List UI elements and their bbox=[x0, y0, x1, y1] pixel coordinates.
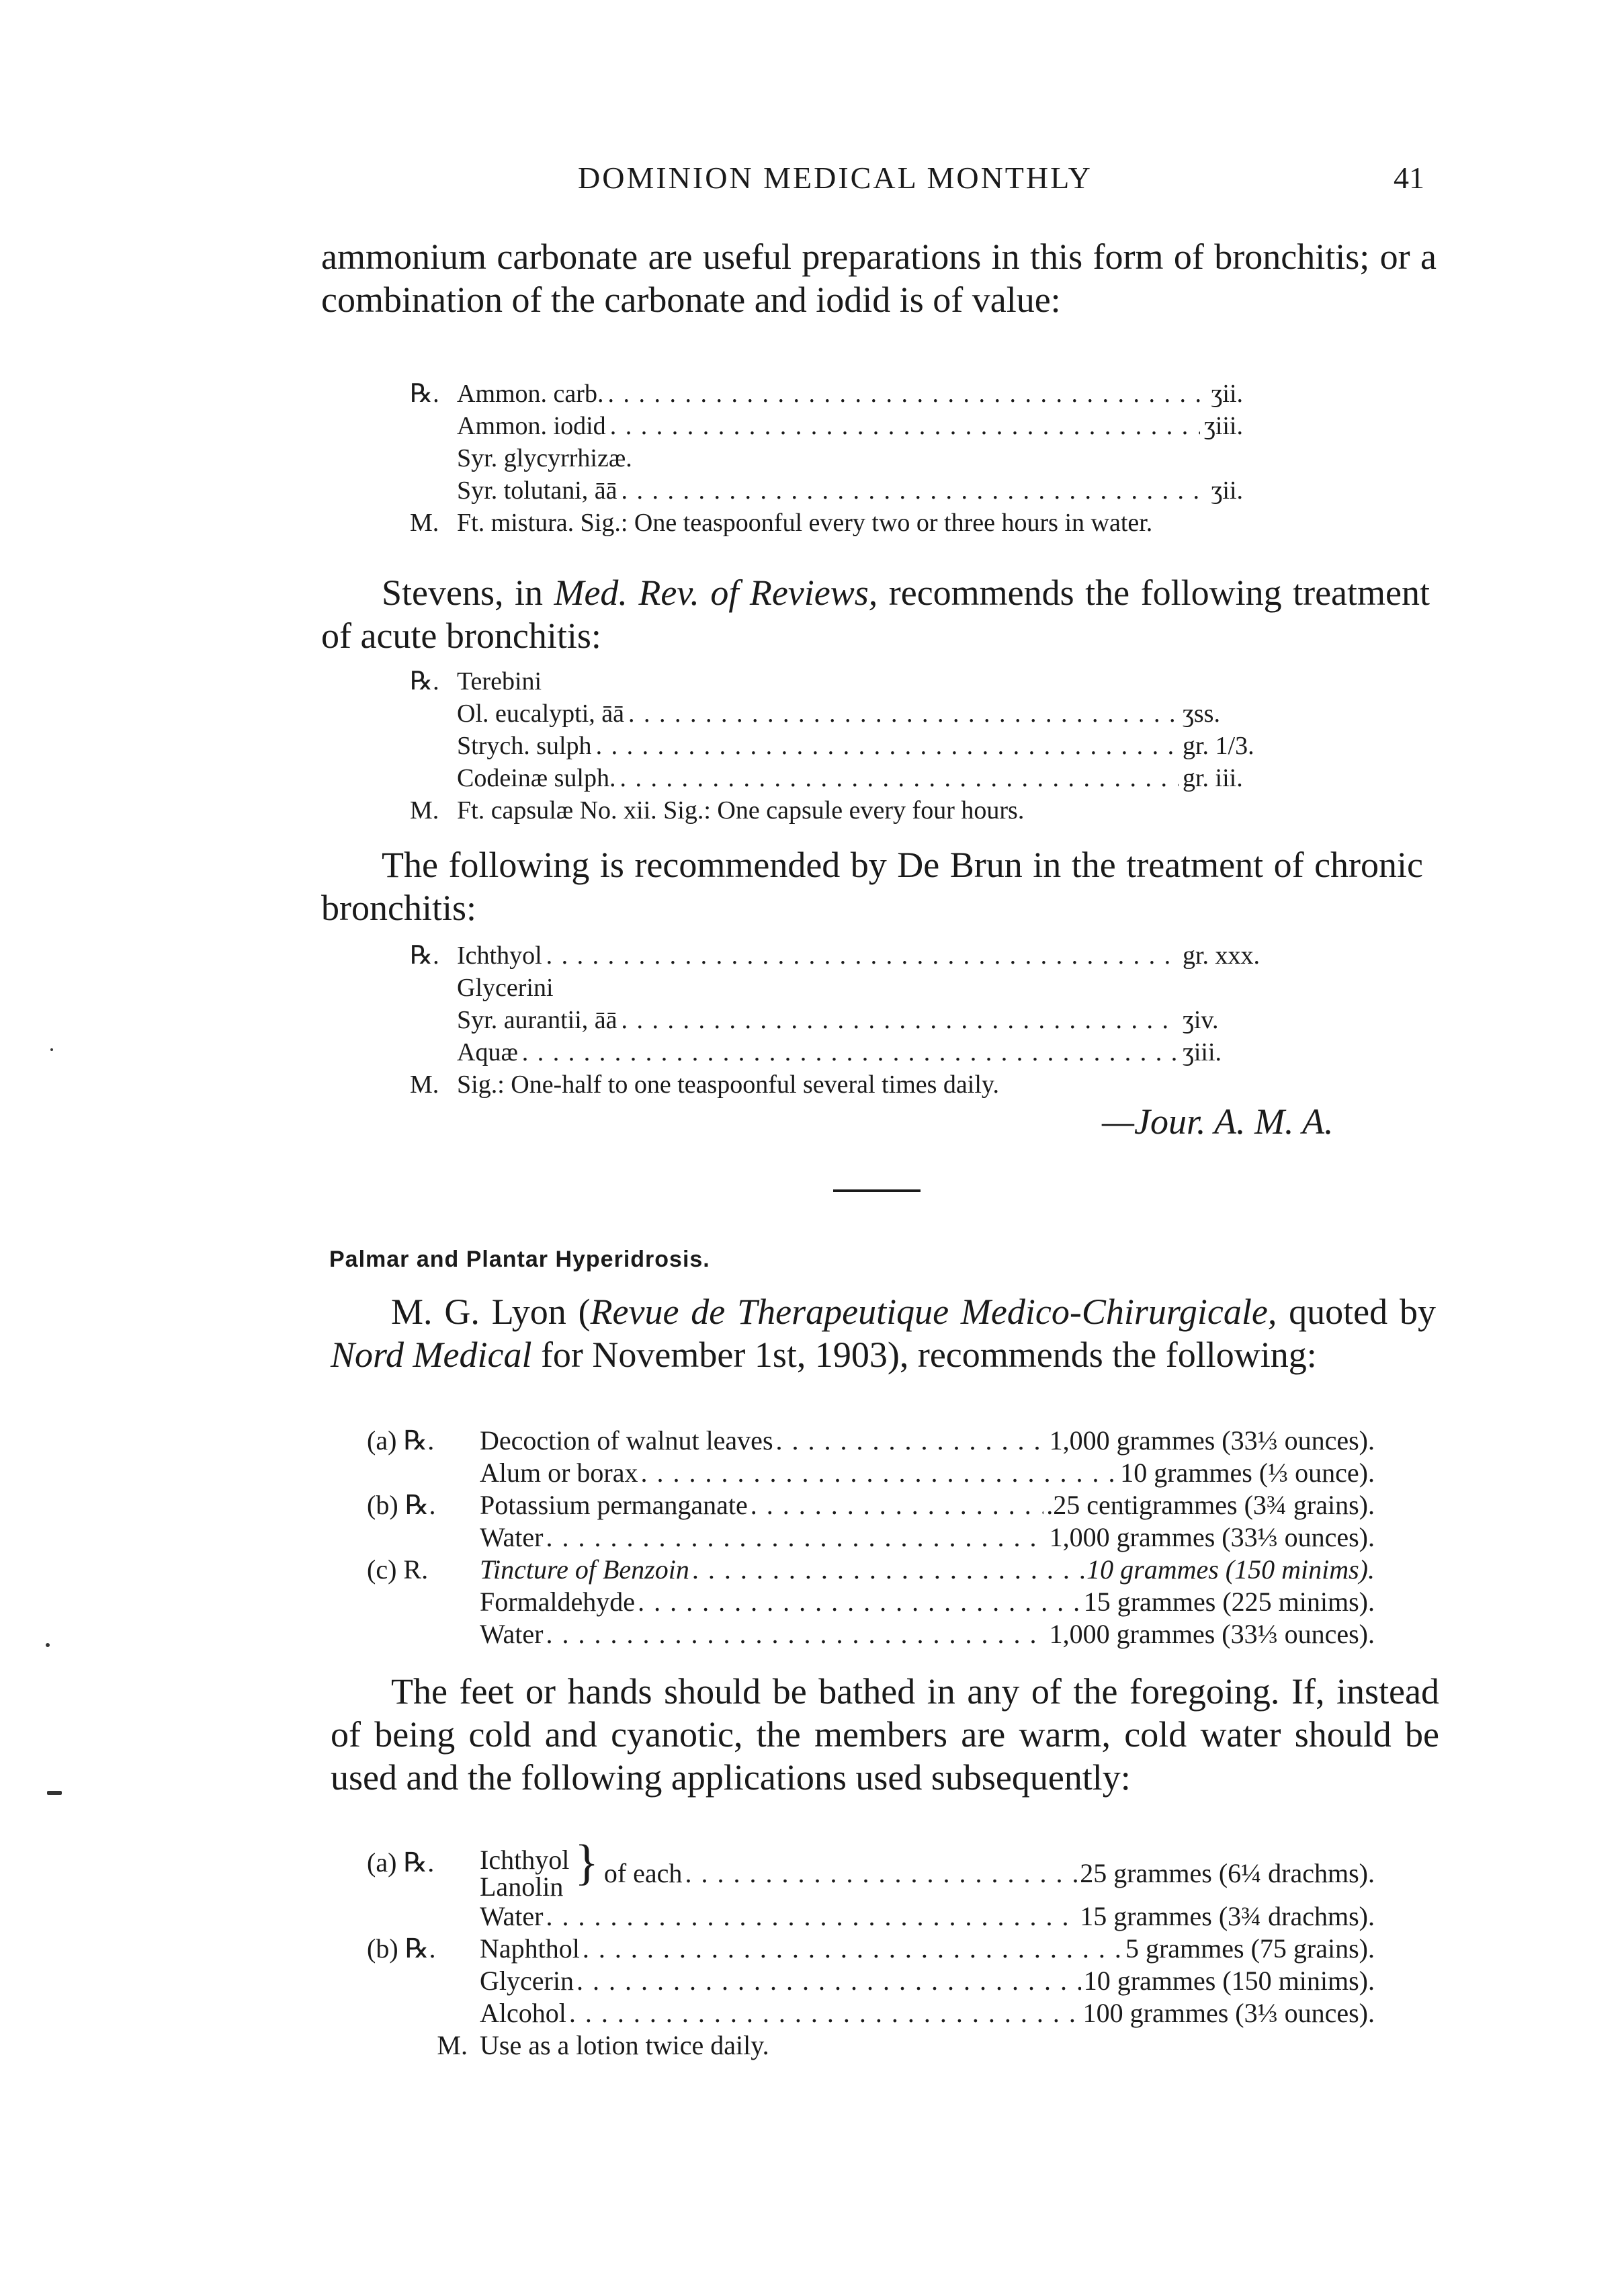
rx-line: Alcohol . . . 100 grammes (3⅓ ounces). bbox=[367, 1997, 1375, 2029]
prescription-5 bbox=[367, 1835, 1375, 2062]
prescription-1 bbox=[410, 378, 1404, 539]
rx-line: Water . . . 1,000 grammes (33⅓ ounces). bbox=[367, 1521, 1375, 1554]
brace: } bbox=[574, 1835, 599, 1890]
prescription-4 bbox=[367, 1425, 1375, 1650]
prescription-3 bbox=[410, 939, 1297, 1101]
rx-line: Syr. tolutani, āā . . . ʒii. bbox=[410, 474, 1404, 507]
rx-mix-line: M. Use as a lotion twice daily. bbox=[437, 2030, 769, 2060]
rx-line: Syr. aurantii, āā . . . ʒiv. bbox=[410, 1004, 1297, 1036]
citation: —Jour. A. M. A. bbox=[1102, 1101, 1334, 1142]
rx-line: Alum or borax . . . 10 grammes (⅓ ounce). bbox=[367, 1457, 1375, 1489]
scan-speck bbox=[46, 1643, 50, 1647]
rx-line: Glycerin . . . 10 grammes (150 minims). bbox=[367, 1965, 1375, 1997]
scan-mark bbox=[47, 1791, 62, 1795]
paragraph-4: M. G. Lyon (Revue de Therapeutique Medico-Chirurgicale, quoted by Nord Medical for November 1st, 1903), recommends the following: bbox=[331, 1292, 1437, 1375]
rx-mix-line: M. Sig.: One-half to one teaspoonful several times daily. bbox=[410, 1070, 999, 1099]
rx-line: (b) ℞. Potassium permanganate . . . .25 centigrammes (3¾ grains). bbox=[367, 1489, 1375, 1521]
rx-line: Codeinæ sulph. . . . gr. iii. bbox=[410, 762, 1283, 794]
rx-line-ichthyol-lanolin: (a) ℞. Ichthyol Lanolin } of each . . . 25 grammes (6¼ drachms). bbox=[367, 1847, 1375, 1900]
rx-line: ℞. Ichthyol . . . gr. xxx. bbox=[410, 939, 1297, 972]
rx-line: Ol. eucalypti, āā . . . ʒss. bbox=[410, 698, 1283, 730]
rx-line: Water . . . 15 grammes (3¾ drachms). bbox=[367, 1900, 1375, 1933]
page-number: 41 bbox=[1394, 161, 1424, 195]
paragraph-5: The feet or hands should be bathed in any of the foregoing. If, instead of being cold and cyanotic, the members are warm, cold water should be used and the following applications used subsequently: bbox=[331, 1671, 1439, 1798]
rx-line: (c) R. Tincture of Benzoin . . . 10 grammes (150 minims). bbox=[367, 1554, 1375, 1586]
rx-line: Aquæ . . . ʒiii. bbox=[410, 1036, 1297, 1068]
paragraph-2: Stevens, in Med. Rev. of Reviews, recommends the following treatment of acute bronchitis: bbox=[321, 573, 1430, 656]
paragraph-3: The following is recommended by De Brun in the treatment of chronic bronchitis: bbox=[321, 845, 1423, 928]
rx-line: (a) ℞. Decoction of walnut leaves . . . 1,000 grammes (33⅓ ounces). bbox=[367, 1425, 1375, 1457]
paragraph-1: ammonium carbonate are useful preparations in this form of bronchitis; or a combination of the carbonate and iodid is of value: bbox=[321, 237, 1437, 320]
rx-line: Glycerini bbox=[457, 974, 554, 1002]
scan-speck bbox=[50, 1048, 53, 1051]
journal-title: DOMINION MEDICAL MONTHLY bbox=[578, 161, 1093, 195]
rx-line: Syr. glycyrrhizæ. bbox=[457, 444, 632, 472]
running-header bbox=[323, 160, 1424, 214]
section-divider bbox=[833, 1189, 921, 1192]
rx-mix-line: M. Ft. mistura. Sig.: One teaspoonful every two or three hours in water. bbox=[410, 509, 1153, 537]
rx-line: Water . . . 1,000 grammes (33⅓ ounces). bbox=[367, 1618, 1375, 1650]
prescription-2 bbox=[410, 665, 1283, 827]
rx-line: Ammon. iodid . . . ʒiii. bbox=[410, 410, 1404, 442]
rx-mix-line: M. Ft. capsulæ No. xii. Sig.: One capsule every four hours. bbox=[410, 796, 1025, 825]
rx-line: ℞. Terebini bbox=[410, 667, 542, 696]
rx-line: Formaldehyde . . . 15 grammes (225 minims). bbox=[367, 1586, 1375, 1618]
rx-line: (b) ℞. Naphthol . . . 5 grammes (75 grains). bbox=[367, 1933, 1375, 1965]
section-title: Palmar and Plantar Hyperidrosis. bbox=[329, 1247, 710, 1272]
rx-line: ℞. Ammon. carb. . . . ʒii. bbox=[410, 378, 1404, 410]
rx-line: Strych. sulph . . . gr. 1/3. bbox=[410, 730, 1283, 762]
